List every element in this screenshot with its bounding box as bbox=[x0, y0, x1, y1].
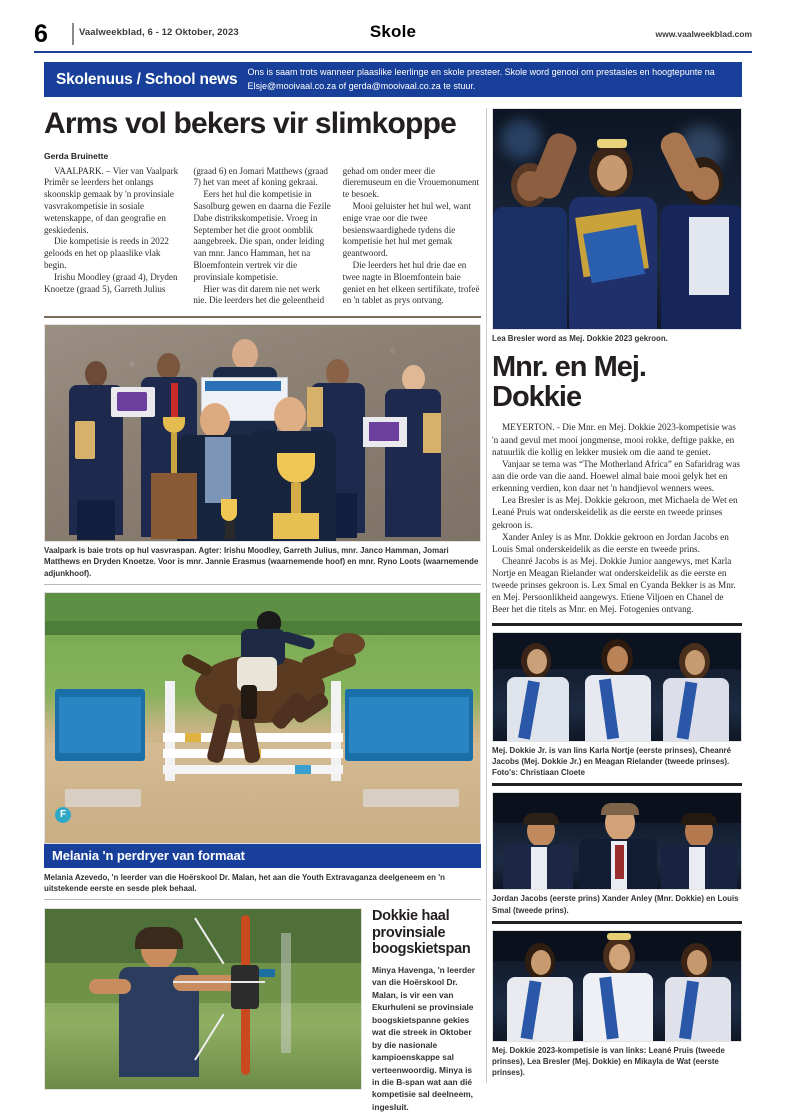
photo-caption: Jordan Jacobs (eerste prins) Xander Anley (Mnr. Dokkie) en Louis Smal (tweede prins). bbox=[492, 894, 739, 915]
byline: Gerda Bruinette bbox=[44, 150, 109, 161]
photo-caption: Vaalpark is baie trots op hul vasvraspan. Agter: Irishu Moodley, Garreth Julius, mnr. Janco Hamman, Jomari Matthews en Dryden Knoetze. Voor is mnr. Jannie Erasmus (waarnemende hoof) en mnr. Ryno Loots (waarnemende adjunkhoof). bbox=[44, 546, 479, 578]
caption-rule bbox=[44, 584, 481, 585]
section-rule bbox=[492, 783, 742, 786]
publication-date: Vaalweekblad, 6 - 12 Oktober, 2023 bbox=[79, 27, 239, 38]
mej-dokkie-winners-photo bbox=[492, 930, 742, 1042]
paragraph: Cheanré Jacobs is as Mej. Dokkie Junior aangewys, met Karla Nortje en Meagan Rielander wat onderskeidelik as die eerste en tweede prinses gekroon is. Lex Smal en Cyanda Bekker is as Mnr. en Mej. Persoonlikheid aangewys. Etiene Viljoen en Chanel de Beer het die titels as Mnr. en Mej. Fotogenies ontvang. bbox=[492, 555, 736, 615]
banner-title: Skolenuus / School news bbox=[56, 70, 238, 88]
photo-content bbox=[493, 633, 741, 741]
left-column bbox=[44, 108, 481, 1113]
photo-content bbox=[45, 325, 480, 541]
photo-content bbox=[493, 793, 741, 889]
paragraph: Die leerders het hul drie dae en twee nagte in Bloemfontein baie geniet en het elkeen sertifikate, trofeë en 'n tablet as prys ontvang. bbox=[342, 260, 480, 306]
sponsor-badge-icon: F bbox=[55, 807, 71, 823]
column-divider bbox=[486, 108, 487, 1083]
page-number: 6 bbox=[34, 20, 48, 48]
masthead bbox=[34, 22, 752, 50]
archery-photo bbox=[44, 908, 362, 1090]
paragraph: Die kompetisie is reeds in 2022 geloods en het op plaaslike vlak begin. bbox=[44, 236, 169, 270]
photo-content bbox=[45, 593, 480, 843]
main-headline: Arms vol bekers vir slimkoppe bbox=[44, 107, 456, 140]
main-article-body bbox=[44, 166, 481, 308]
photo-caption: Mej. Dokkie Jr. is van lins Karla Nortje (eerste prinses), Cheanré Jacobs (Mej. Dokkie Jr.) en Meagan Rielander (tweede prinses). Foto's: Christiaan Cloete bbox=[492, 745, 732, 778]
right-column bbox=[492, 108, 742, 1078]
paragraph: Lea Bresler is as Mej. Dokkie gekroon, met Michaela de Wet en Leané Pruis wat onderskeidelik as die eerste en tweede prinses gekroon is. bbox=[492, 495, 738, 530]
dokkie-headline: Mnr. en Mej. Dokkie bbox=[492, 351, 646, 413]
masthead-underline bbox=[34, 51, 752, 53]
paragraph: Eers het hul die kompetisie in Sasolburg gewen en daarna die Fezile Dabe distrikskompetisie. Vroeg in September het die groot oomblik aangebreek. Die span, onder leiding van mnr. Janco Hamman, het na Bloemfontein vertrek vir die provinsiale kompetisie. bbox=[193, 189, 331, 282]
mnr-dokkie-princes-photo bbox=[492, 792, 742, 890]
caption-rule bbox=[44, 899, 481, 900]
website-url[interactable]: www.vaalweekblad.com bbox=[655, 29, 752, 39]
paragraph: MEYERTON. - Die Mnr. en Mej. Dokkie 2023-kompetisie was 'n aand gevul met mooi jongmense, mooi rokke, deftige pakke, en natuurlik die kollig en lekker musiek om die aand te geniet. bbox=[492, 422, 736, 457]
mej-dokkie-junior-photo bbox=[492, 632, 742, 742]
paragraph: Hier was dit darem nie net werk nie. Die leerders het die geleentheid gehad om onder meer die dieremuseum en die Vrouemonument te besoek. bbox=[193, 165, 480, 306]
schoolnews-banner bbox=[44, 62, 742, 97]
photo-content bbox=[45, 909, 361, 1089]
archery-body bbox=[372, 964, 481, 1113]
archery-text bbox=[372, 908, 481, 1113]
paragraph: Minya Havenga, 'n leerder van die Hoërskool Dr. Malan, is vir een van Ekurhuleni se provinsiale boogskietspanne gekies wat die streek in Oktober by die nasionale kampioenskappe sal verteenwoordig. Minya is in die B-span wat aan dié kompetisie sal deelneem, ingesluit. bbox=[372, 965, 475, 1112]
photo-caption: Mej. Dokkie 2023-kompetisie is van links: Leané Pruis (tweede prinses), Lea Bresler (Mej. Dokkie) en Mikayla de Wat (eerste prinses). bbox=[492, 1045, 725, 1078]
lea-bresler-crowning-photo bbox=[492, 108, 742, 330]
paragraph: Irishu Moodley (graad 4), Dryden Knoetze (graad 5), Garreth Julius (graad 6) en Jomari Matthews (graad 7) het van meet af koning gekraai. bbox=[44, 165, 328, 294]
paragraph: VAALPARK. – Vier van Vaalpark Primêr se leerders het onlangs skoonskip gemaak by 'n provinsiale vasvrakompetisie in sosiale wetenskappe, of dan geografie en geskiedenis. bbox=[44, 165, 179, 235]
dokkie-article-body bbox=[492, 421, 742, 615]
section-rule bbox=[492, 921, 742, 924]
paragraph: Vanjaar se tema was “The Motherland Africa” en Safaridrag was aan die orde van die aand. Hoewel almal baie mooi gelyk het en erkenning verdien, kon daar net 'n handjievol wenners wees. bbox=[492, 458, 741, 494]
section-rule bbox=[44, 316, 481, 318]
horse-photo-strap: Melania 'n perdryer van formaat bbox=[44, 844, 481, 868]
paragraph: Xander Anley is as Mnr. Dokkie gekroon en Jordan Jacobs en Louis Smal onderskeidelik as die eerste en tweede prins. bbox=[492, 531, 729, 554]
photo-content bbox=[493, 109, 741, 329]
paragraph: Mooi geluister het hul wel, want enige vrae oor die twee besienswaardighede tydens die kompetisie het hul met gemak geantwoord. bbox=[342, 200, 471, 259]
section-rule bbox=[492, 623, 742, 626]
show-jumping-photo bbox=[44, 592, 481, 844]
archery-headline: Dokkie haal provinsiale boogskietspan bbox=[372, 908, 471, 957]
section-title: Skole bbox=[369, 22, 417, 41]
quiz-team-photo bbox=[44, 324, 481, 542]
photo-caption: Melania Azevedo, 'n leerder van die Hoërskool Dr. Malan, het aan die Youth Extravaganza deelgeneem en 'n uitstekende eerste en sesde plek behaal. bbox=[44, 872, 445, 894]
photo-caption: Lea Bresler word as Mej. Dokkie 2023 gekroon. bbox=[492, 334, 668, 343]
banner-text: Ons is saam trots wanneer plaaslike leerlinge en skole presteer. Skole word genooi om prestasies en hoogtepunte na Elsje@mooivaal.co.za of gerda@mooivaal.co.za te stuur. bbox=[247, 67, 715, 91]
photo-content bbox=[493, 931, 741, 1041]
archery-block bbox=[44, 908, 481, 1113]
